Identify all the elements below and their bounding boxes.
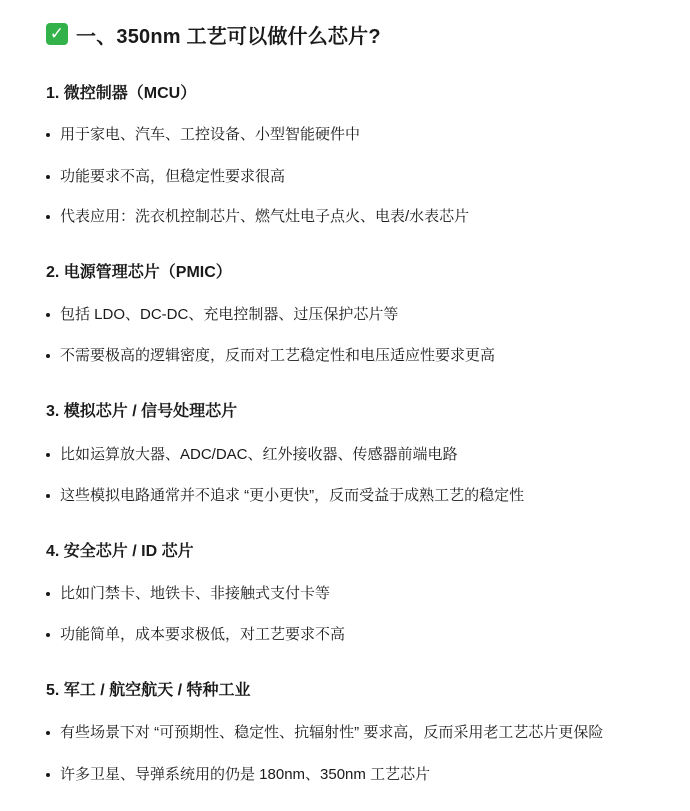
list-item [44,444,458,466]
section-heading-mcu: 1. 微控制器（MCU） [46,85,197,102]
check-mark-icon: ✓ [46,23,68,45]
list-item-text: 不需要极高的逻辑密度，反而对工艺稳定性和电压适应性要求更高 [60,347,496,364]
bullet-icon [46,313,50,317]
bullet-icon [46,175,50,179]
section-heading-analog: 3. 模拟芯片 / 信号处理芯片 [46,403,238,420]
list-item [44,206,469,228]
bullet-icon [46,494,50,498]
list-item [44,124,360,146]
bullet-icon [46,592,50,596]
bullet-icon [46,633,50,637]
list-item [44,485,524,507]
list-item [44,166,285,188]
list-item-text: 用于家电、汽车、工控设备、小型智能硬件中 [60,126,361,143]
section-heading-pmic: 2. 电源管理芯片（PMIC） [46,264,232,281]
list-item-text: 代表应用：洗衣机控制芯片、燃气灶电子点火、电表/水表芯片 [60,208,470,225]
list-item-text: 比如运算放大器、ADC/DAC、红外接收器、传感器前端电路 [60,446,458,463]
list-item-text: 有些场景下对 “可预期性、稳定性、抗辐射性” 要求高，反而采用老工艺芯片更保险 [60,724,604,741]
page-title-text: 一、350nm 工艺可以做什么芯片? [76,25,381,48]
bullet-icon [46,731,50,735]
list-item-text: 功能简单，成本要求极低，对工艺要求不高 [60,626,346,643]
section-heading-security: 4. 安全芯片 / ID 芯片 [46,543,194,560]
bullet-icon [46,354,50,358]
bullet-icon [46,133,50,137]
list-item-text: 这些模拟电路通常并不追求 “更小更快”，反而受益于成熟工艺的稳定性 [60,487,525,504]
list-item [44,345,495,367]
list-item-text: 许多卫星、导弹系统用的仍是 180nm、350nm 工艺芯片 [60,766,431,783]
list-item [44,722,603,744]
list-item [44,304,398,326]
list-item-text: 比如门禁卡、地铁卡、非接触式支付卡等 [60,585,331,602]
list-item-text: 功能要求不高，但稳定性要求很高 [60,168,286,185]
list-item [44,764,430,786]
list-item [44,583,330,605]
bullet-icon [46,453,50,457]
list-item [44,624,345,646]
section-heading-military: 5. 军工 / 航空航天 / 特种工业 [46,682,251,699]
bullet-icon [46,215,50,219]
page-title [46,18,381,50]
list-item-text: 包括 LDO、DC-DC、充电控制器、过压保护芯片等 [60,306,399,323]
bullet-icon [46,773,50,777]
